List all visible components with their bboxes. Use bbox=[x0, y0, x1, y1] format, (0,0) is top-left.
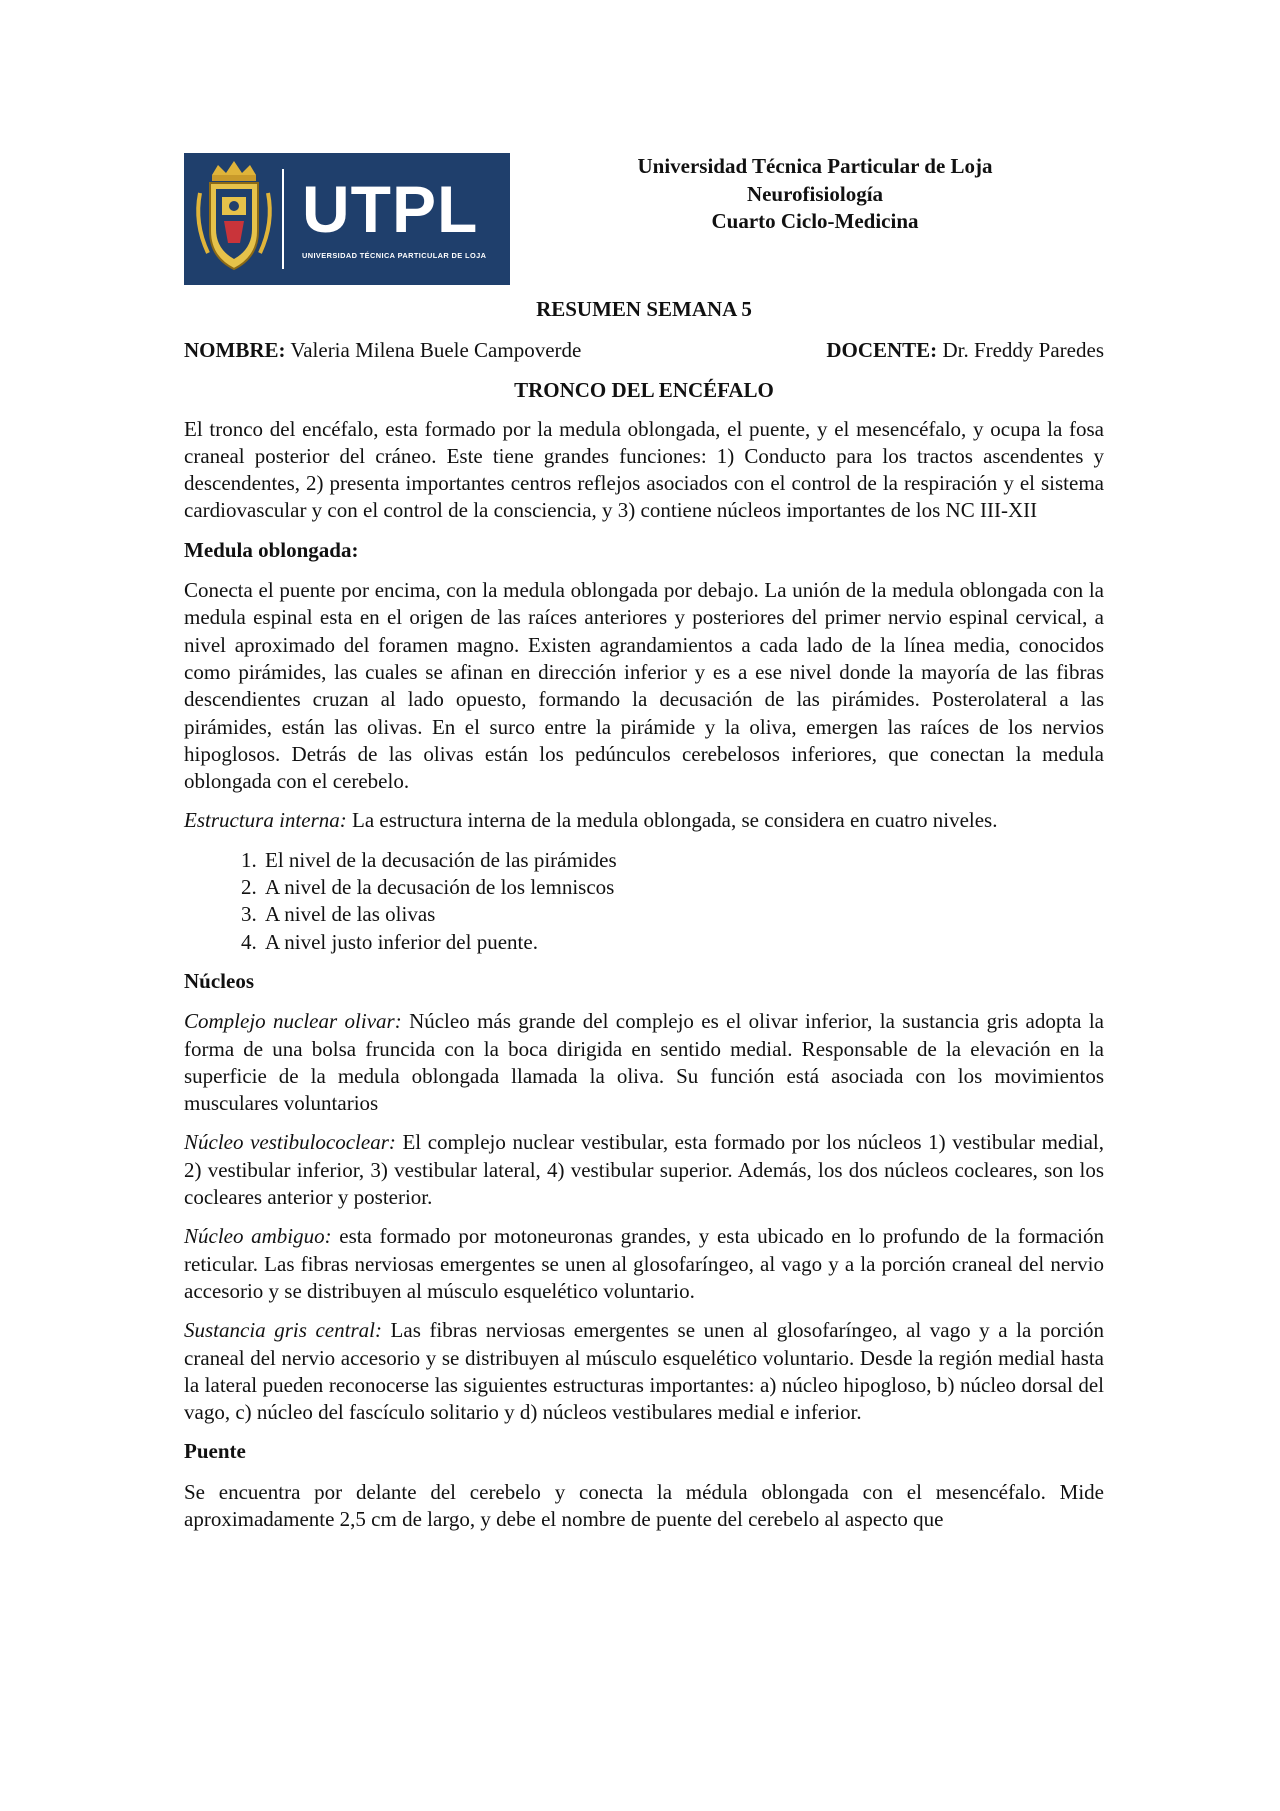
utpl-logo bbox=[184, 153, 510, 285]
university-shield-icon bbox=[184, 153, 284, 285]
medula-heading: Medula oblongada: bbox=[184, 537, 359, 562]
student-name bbox=[184, 337, 581, 364]
nucleus-text: El complejo nuclear vestibular, esta formado por los núcleos 1) vestibular medial, 2) vestibular inferior, 3) vestibular lateral, 4) vestibular superior. Además, los dos núcleos cocleares, son los cocleares anterior y posterior. bbox=[184, 1130, 1104, 1210]
nucleus-paragraph bbox=[184, 1223, 1104, 1305]
internal-structure-label: Estructura interna: bbox=[184, 808, 347, 833]
nucleus-paragraph bbox=[184, 1129, 1104, 1211]
header-course: Cuarto Ciclo-Medicina bbox=[711, 209, 919, 233]
intro-paragraph: El tronco del encéfalo, esta formado por la medula oblongada, el puente, y el mesencéfalo, y ocupa la fosa craneal posterior del cráneo. Este tiene grandes funciones: 1) Conducto para los tractos ascendentes y descendentes, 2) presenta importantes centros reflejos asociados con el control de la respiración y el sistema cardiovascular y con el control de la consciencia, y 3) contiene núcleos importantes de los NC III-XII bbox=[184, 416, 1104, 523]
list-item: 4. A nivel justo inferior del puente. bbox=[262, 929, 1104, 956]
nucleus-paragraph bbox=[184, 1317, 1104, 1426]
teacher-label: DOCENTE: bbox=[826, 338, 938, 363]
nucleus-label: Complejo nuclear olivar: bbox=[184, 1009, 402, 1034]
puente-paragraph: Se encuentra por delante del cerebelo y conecta la médula oblongada con el mesencéfalo. Mide aproximadamente 2,5 cm de largo, y debe el nombre de puente del cerebelo al aspecto que bbox=[184, 1479, 1104, 1531]
logo-subtitle: UNIVERSIDAD TÉCNICA PARTICULAR DE LOJA bbox=[302, 251, 487, 260]
list-item: 1. El nivel de la decusación de las pirámides bbox=[262, 847, 1104, 874]
nucleus-paragraph bbox=[184, 1008, 1104, 1117]
student-value: Valeria Milena Buele Campoverde bbox=[290, 338, 582, 363]
logo-divider bbox=[282, 169, 284, 269]
document-body bbox=[184, 296, 1104, 1545]
author-info bbox=[184, 337, 1104, 365]
nucleus-text: esta formado por motoneuronas grandes, y esta ubicado en lo profundo de la formación reticular. Las fibras nerviosas emergentes se unen al glosofaríngeo, al vago y a la porción craneal del nervio accesorio y se distribuyen al músculo esquelético voluntario. bbox=[184, 1224, 1104, 1303]
puente-heading: Puente bbox=[184, 1439, 246, 1464]
summary-title: RESUMEN SEMANA 5 bbox=[536, 297, 752, 321]
logo-wordmark: UTPL bbox=[302, 172, 479, 246]
teacher-name bbox=[826, 337, 1104, 364]
nucleus-label: Sustancia gris central: bbox=[184, 1318, 382, 1343]
main-title: TRONCO DEL ENCÉFALO bbox=[514, 378, 774, 403]
header-university: Universidad Técnica Particular de Loja bbox=[637, 154, 993, 178]
medula-paragraph: Conecta el puente por encima, con la medula oblongada por debajo. La unión de la medula oblongada con la medula espinal esta en el origen de las raíces anteriores y posteriores del primer nervio espinal cervical, a nivel aproximado del foramen magno. Existen agrandamientos a cada lado de la línea media, conocidos como pirámides, las cuales se afinan en dirección inferior y es a ese nivel donde la mayoría de las fibras descendientes cruzan al lado opuesto, formando la decusación de las pirámides. Posterolateral a las pirámides, están las olivas. En el surco entre la pirámide y la oliva, emergen las raíces de los nervios hipoglosos. Detrás de las olivas están los pedúnculos cerebelosos inferiores, que conectan la medula oblongada con el cerebelo. bbox=[184, 578, 1104, 794]
list-item: 3. A nivel de las olivas bbox=[262, 901, 1104, 928]
teacher-value: Dr. Freddy Paredes bbox=[942, 338, 1104, 363]
nucleus-text: Núcleo más grande del complejo es el olivar inferior, la sustancia gris adopta la forma de una bolsa fruncida con la boca dirigida en sentido medial. Responsable de la elevación en la superficie de la medula oblongada llamada la oliva. Su función está asociada con los movimientos musculares voluntarios bbox=[184, 1009, 1104, 1116]
nucleus-label: Núcleo vestibulococlear: bbox=[184, 1130, 396, 1155]
student-label: NOMBRE: bbox=[184, 338, 286, 363]
header-subject: Neurofisiología bbox=[746, 181, 884, 206]
levels-list bbox=[184, 847, 1104, 956]
nucleus-label: Núcleo ambiguo: bbox=[184, 1224, 332, 1249]
internal-structure-text: La estructura interna de la medula oblongada, se considera en cuatro niveles. bbox=[346, 808, 998, 833]
list-item: 2. A nivel de la decusación de los lemniscos bbox=[262, 874, 1104, 901]
internal-structure-paragraph bbox=[184, 807, 1104, 834]
document-header bbox=[560, 153, 1070, 236]
nucleos-heading: Núcleos bbox=[184, 968, 254, 993]
nucleus-text: Las fibras nerviosas emergentes se unen al glosofaríngeo, al vago y a la porción craneal del nervio accesorio y se distribuyen al músculo esquelético voluntario. Desde la región medial hasta la lateral pueden reconocerse las siguientes estructuras importantes: a) núcleo hipogloso, b) núcleo dorsal del vago, c) núcleo del fascículo solitario y d) núcleos vestibulares medial e inferior. bbox=[184, 1318, 1104, 1425]
